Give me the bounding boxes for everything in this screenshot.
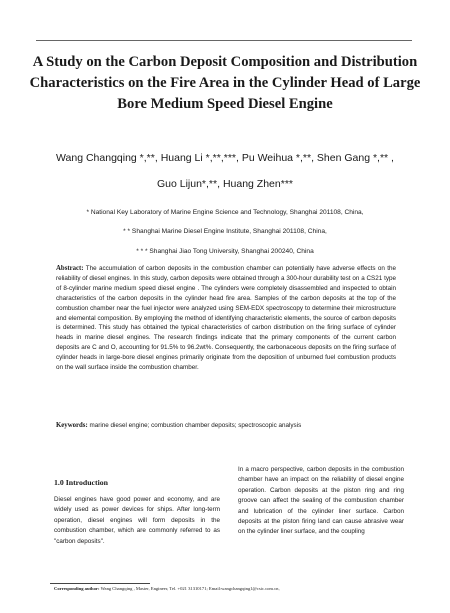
top-rule [36,40,412,41]
abstract-label: Abstract: [56,265,84,272]
keywords [56,421,396,431]
footnote-text: Wang Changqing , Master, Engineer, Tel. +021 31310171; Email:wangchangqing1@csic.com.cn, [100,586,280,591]
footnote-rule [50,583,150,584]
keywords-text: marine diesel engine; combustion chamber deposits; spectroscopic analysis [89,422,302,429]
footnote [54,586,414,592]
authors-line-1: Wang Changqing *,**, Huang Li *,**,***, Pu Weihua *,**, Shen Gang *,** , [56,152,394,164]
paper-title: A Study on the Carbon Deposit Composition and Distribution Characteristics on the Fire Area in the Cylinder Head of Large Bore Medium Speed Diesel Engine [29,54,421,112]
abstract-text: The accumulation of carbon deposits in the combustion chamber can potentially have adverse effects on the reliability of diesel engines. In this study, carbon deposits were obtained through a 300-hour durability test on a CS21 type of 8-cylinder marine medium speed diesel engine . The cylinders were completely disassembled and inspected to obtain characteristics of the carbon deposits in the cylinder head fire area. Samples of the carbon deposits at the top of the combustion chamber near the fuel injector were analyzed using SEM-EDX spectroscopy to determine their microstructure and elemental composition. By employing the method of identifying characteristic elements, the source of carbon deposits is determined. This study has obtained the typical characteristics of carbon distribution on the firing surface of cylinder heads in marine diesel engines. The research findings indicate that the primary components of the current carbon deposits are C and O, accounting for 91.5% to 96.2wt%. Consequently, the carbonaceous deposits on the firing surface of cylinder heads in large-bore diesel engines primarily originate from the deposition of unburned fuel combustion products on the wall surface inside the combustion chamber. [56,265,396,372]
keywords-label: Keywords: [56,422,88,429]
authors-line-2: Guo Lijun*,**, Huang Zhen*** [156,178,293,190]
affiliation-2: * * Shanghai Marine Diesel Engine Institute, Shanghai 201108, China, [123,228,327,235]
intro-left-column: Diesel engines have good power and economy, and are widely used as power devices for ships. After long-term operation, diesel engines will form deposits in the combustion chamber, which are commonly referred to as "carbon deposits". [54,496,220,545]
intro-right-column: In a macro perspective, carbon deposits in the combustion chamber have an impact on the reliability of diesel engine operation. Carbon deposits at the piston ring and ring groove can affect the sealing of the combustion chamber and lubrication of the cylinder liner surface. Carbon deposits at the piston firing land can cause abrasive wear on the cylinder liner surface, and the coupling [238,466,404,536]
footnote-label: Corresponding author: [54,586,100,591]
affiliation-1: * National Key Laboratory of Marine Engine Science and Technology, Shanghai 201108, China, [86,209,364,216]
affiliation-3: * * * Shanghai Jiao Tong University, Shanghai 200240, China [136,248,314,255]
section-heading: 1.0 Introduction [54,478,109,487]
abstract [56,264,396,373]
